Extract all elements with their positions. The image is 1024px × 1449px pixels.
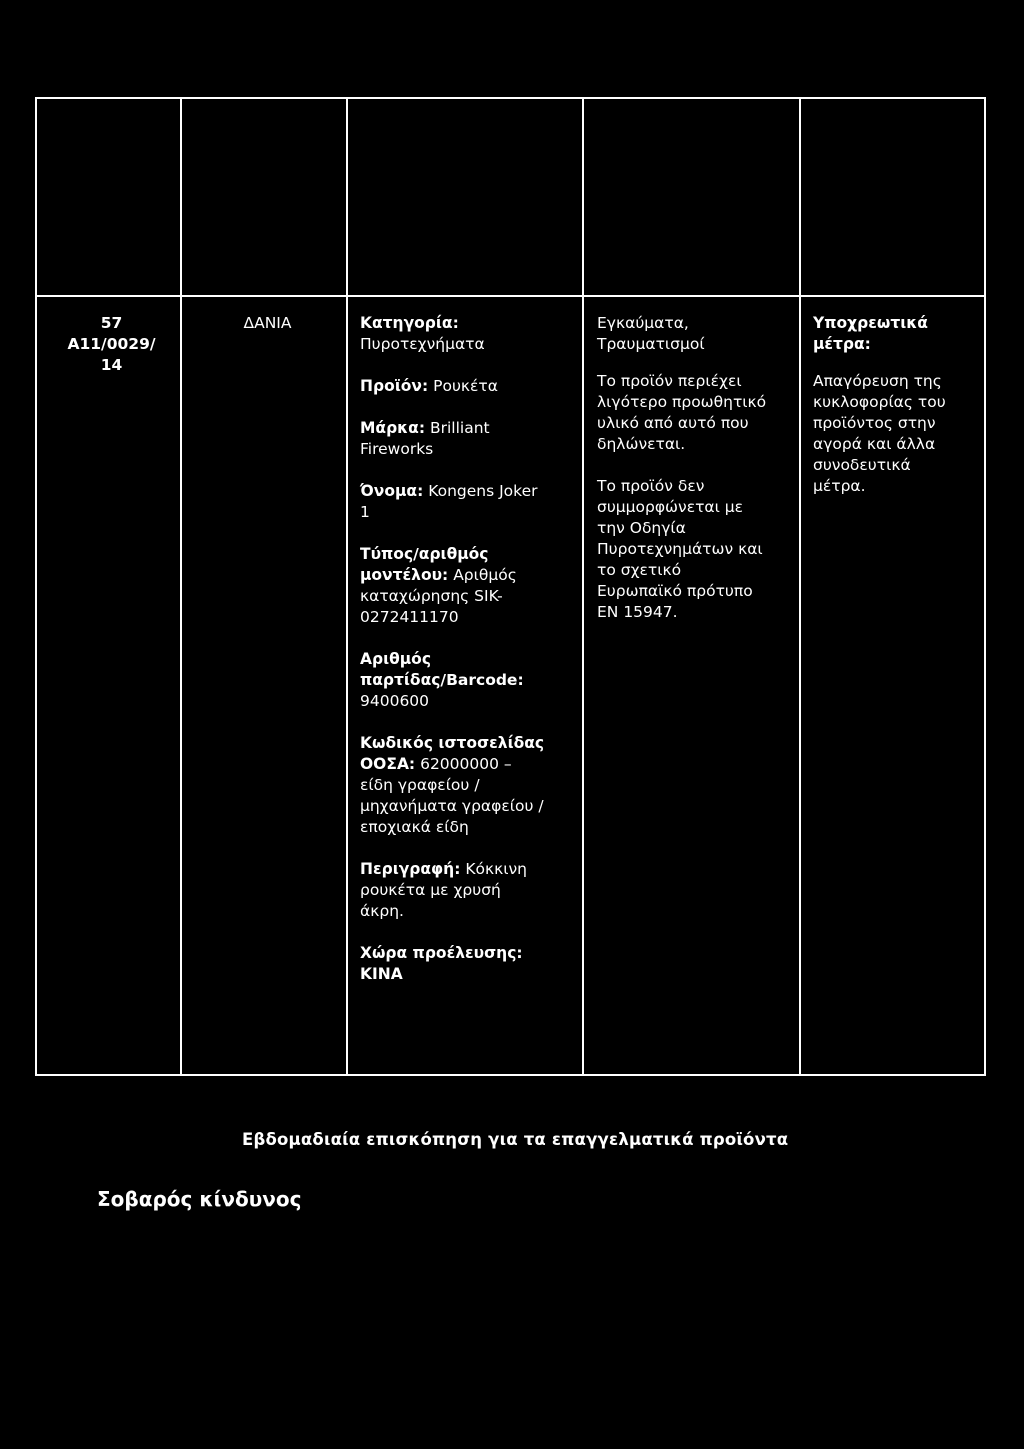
header-row-divider — [37, 295, 984, 297]
risk-description-2: Το προϊόν δεν — [597, 477, 705, 495]
risk-level-heading: Σοβαρός κίνδυνος — [97, 1187, 302, 1211]
name-value-cont: 1 — [360, 503, 370, 521]
measures-text: Απαγόρευση της — [813, 372, 942, 390]
description-value-2: ρουκέτα με χρυσή — [360, 881, 501, 899]
column-divider — [799, 99, 801, 1074]
batch-value: 9400600 — [360, 692, 430, 710]
alert-code-suffix: 14 — [100, 356, 123, 374]
description-line — [360, 859, 578, 880]
notifying-country: ΔΑΝΙΑ — [243, 314, 292, 332]
model-value: Αριθμός — [453, 566, 517, 584]
oecd-label: Κωδικός ιστοσελίδας — [360, 734, 545, 752]
measures-title-cont: μέτρα: — [813, 335, 871, 353]
risk-description-2: Πυροτεχνημάτων και — [597, 540, 763, 558]
model-label-cont: μοντέλου: — [360, 566, 449, 584]
measures-cell — [813, 313, 985, 497]
column-divider — [180, 99, 182, 1074]
product-value: Ρουκέτα — [433, 377, 498, 395]
name-label: Όνομα: — [360, 482, 424, 500]
category-value: Πυροτεχνήματα — [360, 335, 485, 353]
category-label: Κατηγορία: — [360, 314, 459, 332]
alert-number: 57 — [100, 314, 123, 332]
alert-table — [35, 97, 986, 1076]
product-label: Προϊόν: — [360, 377, 429, 395]
risk-description-2: συμμορφώνεται με — [597, 498, 744, 516]
origin-value: ΚΙΝΑ — [360, 965, 403, 983]
risk-cell — [597, 313, 797, 623]
name-value: Kongens Joker — [428, 482, 538, 500]
measures-text: αγορά και άλλα — [813, 435, 936, 453]
measures-text: κυκλοφορίας του — [813, 393, 946, 411]
risk-description-2: EN 15947. — [597, 603, 678, 621]
risk-description-2: το σχετικό — [597, 561, 682, 579]
oecd-value-2: είδη γραφείου / — [360, 776, 480, 794]
report-title: Εβδομαδιαία επισκόπηση για τα επαγγελματικά προϊόντα — [242, 1130, 789, 1149]
brand-value-cont: Fireworks — [360, 440, 434, 458]
batch-label-cont: παρτίδας/Barcode: — [360, 671, 524, 689]
brand-value: Brilliant — [429, 419, 490, 437]
risk-type: Εγκαύματα, — [597, 314, 689, 332]
measures-title: Υποχρεωτικά — [813, 314, 928, 332]
risk-description-2: Ευρωπαϊκό πρότυπο — [597, 582, 753, 600]
risk-description-1: λιγότερο προωθητικό — [597, 393, 767, 411]
column-divider — [582, 99, 584, 1074]
oecd-value-3: μηχανήματα γραφείου / — [360, 797, 544, 815]
model-value-cont: καταχώρησης SIK- — [360, 587, 503, 605]
model-label: Τύπος/αριθμός — [360, 545, 489, 563]
model-line — [360, 565, 578, 586]
product-cell — [360, 313, 578, 985]
description-value: Κόκκινη — [465, 860, 527, 878]
origin-label: Χώρα προέλευσης: — [360, 944, 523, 962]
batch-label: Αριθμός — [360, 650, 432, 668]
model-value-number: 0272411170 — [360, 608, 459, 626]
measures-text: συνοδευτικά — [813, 456, 911, 474]
risk-description-1: δηλώνεται. — [597, 435, 686, 453]
risk-description-1: Το προϊόν περιέχει — [597, 372, 742, 390]
product-line — [360, 376, 578, 397]
column-divider — [346, 99, 348, 1074]
risk-description-2: την Οδηγία — [597, 519, 686, 537]
country-cell — [186, 313, 349, 334]
measures-text: προϊόντος στην — [813, 414, 936, 432]
oecd-value: 62000000 – — [420, 755, 512, 773]
name-line — [360, 481, 578, 502]
brand-label: Μάρκα: — [360, 419, 426, 437]
risk-type-cont: Τραυματισμοί — [597, 335, 705, 353]
risk-description-1: υλικό από αυτό που — [597, 414, 749, 432]
description-label: Περιγραφή: — [360, 860, 461, 878]
oecd-line — [360, 754, 578, 775]
oecd-value-4: εποχιακά είδη — [360, 818, 469, 836]
brand-line — [360, 418, 578, 439]
description-value-3: άκρη. — [360, 902, 404, 920]
alert-code: A11/0029/ — [67, 335, 156, 353]
measures-text: μέτρα. — [813, 477, 866, 495]
alert-number-cell — [39, 313, 184, 376]
oecd-label-cont: ΟΟΣΑ: — [360, 755, 416, 773]
